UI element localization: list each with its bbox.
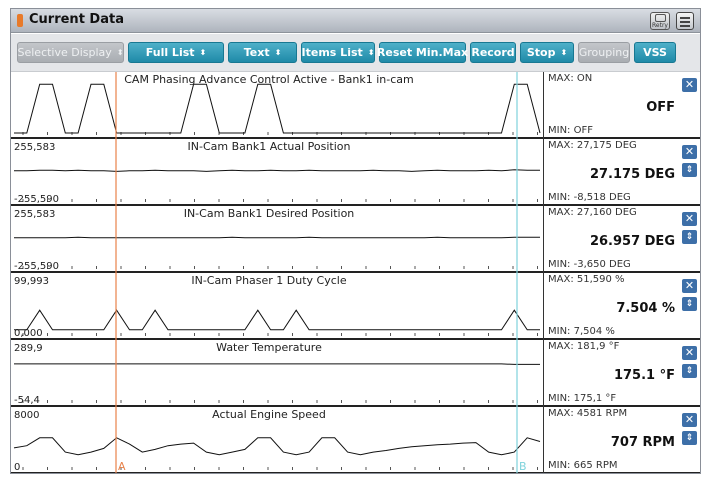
min-value: MIN: -8,518 DEG <box>548 192 631 203</box>
max-value: MAX: 51,590 % <box>548 274 625 285</box>
close-icon[interactable]: ✕ <box>682 346 697 360</box>
close-icon[interactable]: ✕ <box>682 413 697 427</box>
signal-name: Actual Engine Speed <box>212 408 326 421</box>
dropdown-arrow-icon: ⬍ <box>560 48 568 57</box>
retry-button[interactable] <box>650 12 670 30</box>
close-icon[interactable]: ✕ <box>682 212 697 226</box>
max-value: MAX: ON <box>548 73 593 84</box>
signal-name: IN-Cam Bank1 Desired Position <box>183 207 355 220</box>
y-axis-min-label: -255,590 <box>14 261 59 272</box>
signal-name: IN-Cam Bank1 Actual Position <box>187 140 351 153</box>
value-panel <box>544 340 701 407</box>
dropdown-arrow-icon: ⬍ <box>367 48 375 57</box>
reorder-icon[interactable]: ⇕ <box>682 163 697 177</box>
current-value: 27.175 DEG <box>589 167 675 182</box>
close-icon[interactable]: ✕ <box>682 78 697 92</box>
toolbar-button-label: Record <box>471 46 515 59</box>
min-value: MIN: 7,504 % <box>548 326 615 337</box>
value-panel <box>544 273 701 340</box>
max-value: MAX: 181,9 °F <box>548 341 620 352</box>
signal-trace <box>14 310 540 330</box>
dropdown-arrow-icon: ⬍ <box>116 48 124 57</box>
toolbar-button-label: Items List <box>301 46 363 59</box>
retry-label: Retry <box>652 22 668 29</box>
toolbar-button-full-list[interactable] <box>128 42 224 63</box>
signal-trace <box>14 170 540 172</box>
min-value: MIN: -3,650 DEG <box>548 259 631 270</box>
current-value: OFF <box>646 100 675 115</box>
toolbar-button-text[interactable] <box>228 42 297 63</box>
toolbar-button-selective-display[interactable] <box>17 42 124 63</box>
toolbar-button-stop[interactable] <box>520 42 574 63</box>
toolbar-button-label: Grouping <box>578 46 630 59</box>
signal-trace <box>14 364 540 365</box>
window-title: Current Data <box>29 12 124 27</box>
current-data-window <box>10 8 701 474</box>
signal-name: Water Temperature <box>216 341 322 354</box>
y-axis-min-label: -54,4 <box>14 395 40 406</box>
value-panel <box>544 139 701 206</box>
y-axis-max-label: 8000 <box>14 410 40 421</box>
value-panel <box>544 206 701 273</box>
toolbar-button-record[interactable] <box>470 42 516 63</box>
current-value: 707 RPM <box>610 435 675 450</box>
graph-canvas[interactable] <box>11 72 543 474</box>
min-value: MIN: 665 RPM <box>548 460 618 471</box>
signal-trace <box>14 84 540 133</box>
y-axis-max-label: 289,9 <box>14 343 43 354</box>
reorder-icon[interactable]: ⇕ <box>682 297 697 311</box>
signal-name: CAM Phasing Advance Control Active - Bank1 in-cam <box>124 73 414 86</box>
close-icon[interactable]: ✕ <box>682 145 697 159</box>
toolbar <box>11 34 700 72</box>
min-value: MIN: 175,1 °F <box>548 393 617 404</box>
y-axis-max-label: 99,993 <box>14 276 49 287</box>
dropdown-arrow-icon: ⬍ <box>274 48 282 57</box>
current-value: 175.1 °F <box>613 368 675 383</box>
value-sidebar <box>543 72 700 474</box>
cursor-a-label: A <box>118 460 126 473</box>
cursor-b-label: B <box>519 460 527 473</box>
reorder-icon[interactable]: ⇕ <box>682 431 697 445</box>
toolbar-button-label: Stop <box>526 46 556 59</box>
max-value: MAX: 4581 RPM <box>548 408 628 419</box>
signal-trace <box>14 237 540 238</box>
dropdown-arrow-icon: ⬍ <box>199 48 207 57</box>
toolbar-button-label: Text <box>243 46 270 59</box>
max-value: MAX: 27,160 DEG <box>548 207 637 218</box>
toolbar-button-label: Full List <box>145 46 195 59</box>
y-axis-min-label: -255,590 <box>14 194 59 205</box>
y-axis-min-label: 0 <box>14 462 21 473</box>
toolbar-button-vss[interactable] <box>634 42 676 63</box>
toolbar-button-label: VSS <box>643 46 667 59</box>
reorder-icon[interactable]: ⇕ <box>682 364 697 378</box>
title-bar <box>11 9 700 33</box>
reorder-icon[interactable]: ⇕ <box>682 230 697 244</box>
graph-area[interactable] <box>11 72 543 474</box>
menu-icon <box>680 17 690 19</box>
y-axis-min-label: 0,000 <box>14 328 43 339</box>
signal-trace <box>14 438 540 455</box>
toolbar-button-label: Reset Min.Max <box>376 46 469 59</box>
toolbar-button-items-list[interactable] <box>301 42 375 63</box>
current-value: 26.957 DEG <box>589 234 675 249</box>
y-axis-max-label: 255,583 <box>14 142 56 153</box>
retry-icon <box>655 14 666 22</box>
value-panel <box>544 72 701 139</box>
toolbar-button-reset-min-max[interactable] <box>376 42 469 63</box>
app-icon <box>17 14 23 27</box>
toolbar-button-grouping[interactable] <box>578 42 630 63</box>
value-panel <box>544 407 701 474</box>
close-icon[interactable]: ✕ <box>682 279 697 293</box>
menu-button[interactable] <box>676 12 694 30</box>
y-axis-max-label: 255,583 <box>14 209 56 220</box>
toolbar-button-label: Selective Display <box>17 46 112 59</box>
max-value: MAX: 27,175 DEG <box>548 140 637 151</box>
min-value: MIN: OFF <box>548 125 593 136</box>
signal-name: IN-Cam Phaser 1 Duty Cycle <box>191 274 347 287</box>
current-value: 7.504 % <box>616 301 675 316</box>
